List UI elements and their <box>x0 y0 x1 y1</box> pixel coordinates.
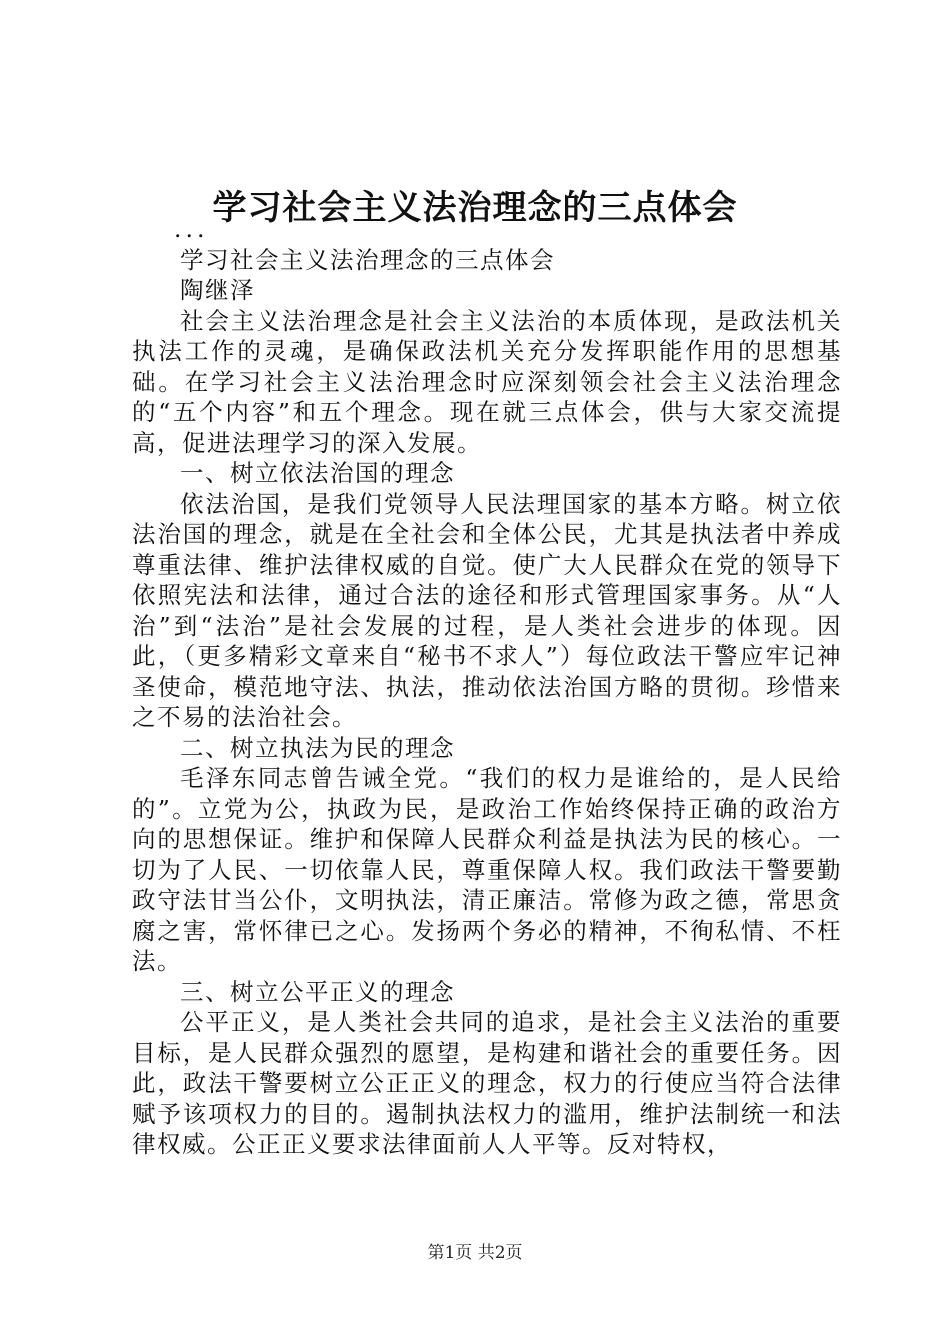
ellipsis-line: ... <box>174 215 209 243</box>
section-heading-1: 一、树立依法治国的理念 <box>180 459 455 487</box>
subtitle: 学习社会主义法治理念的三点体会 <box>180 245 555 274</box>
section-paragraph-1: 依法治国，是我们党领导人民法理国家的基本方略。树立依法治国的理念，就是在全社会和全体公民，尤其是执法者中养成尊重法律、维护法律权威的自觉。使广大人民群众在党的领导下依照宪法和法律，通过合法的途径和形式管理国家事务。从“人治”到“法治”是社会发展的过程，是人类社会进步的体现。因此，（更多精彩文章来自“秘书不求人”）每位政法干警应牢记神圣使命，模范地守法、执法，推动依法治国方略的贯彻。珍惜来之不易的法治社会。 <box>132 489 842 731</box>
section-heading-3: 三、树立公平正义的理念 <box>180 977 455 1006</box>
section-paragraph-2: 毛泽东同志曾告诫全党。“我们的权力是谁给的，是人民给的”。立党为公，执政为民，是政治工作始终保持正确的政治方向的思想保证。维护和保障人民群众利益是执法为民的核心。一切为了人民、一切依靠人民，尊重保障人权。我们政法干警要勤政守法甘当公仆，文明执法，清正廉洁。常修为政之德，常思贪腐之害，常怀律已之心。发扬两个务必的精神，不徇私情、不枉法。 <box>132 764 842 975</box>
intro-paragraph: 社会主义法治理念是社会主义法治的本质体现，是政法机关执法工作的灵魂，是确保政法机关充分发挥职能作用的思想基础。在学习社会主义法治理念时应深刻领会社会主义法治理念的“五个内容”和五个理念。现在就三点体会，供与大家交流提高，促进法理学习的深入发展。 <box>132 306 842 457</box>
page-footer: 第1页 共2页 <box>427 1243 523 1263</box>
section-paragraph-3: 公平正义，是人类社会共同的追求，是社会主义法治的重要目标，是人民群众强烈的愿望，是构建和谐社会的重要任务。因此，政法干警要树立公正正义的理念，权力的行使应当符合法律赋予该项权力的目的。遏制执法权力的滥用，维护法制统一和法律权威。公正正义要求法律面前人人平等。反对特权， <box>132 1008 842 1158</box>
author-name: 陶继泽 <box>180 276 255 304</box>
document-title: 学习社会主义法治理念的三点体会 <box>212 188 738 228</box>
document-body <box>132 214 842 1160</box>
section-heading-2: 二、树立执法为民的理念 <box>180 733 455 762</box>
